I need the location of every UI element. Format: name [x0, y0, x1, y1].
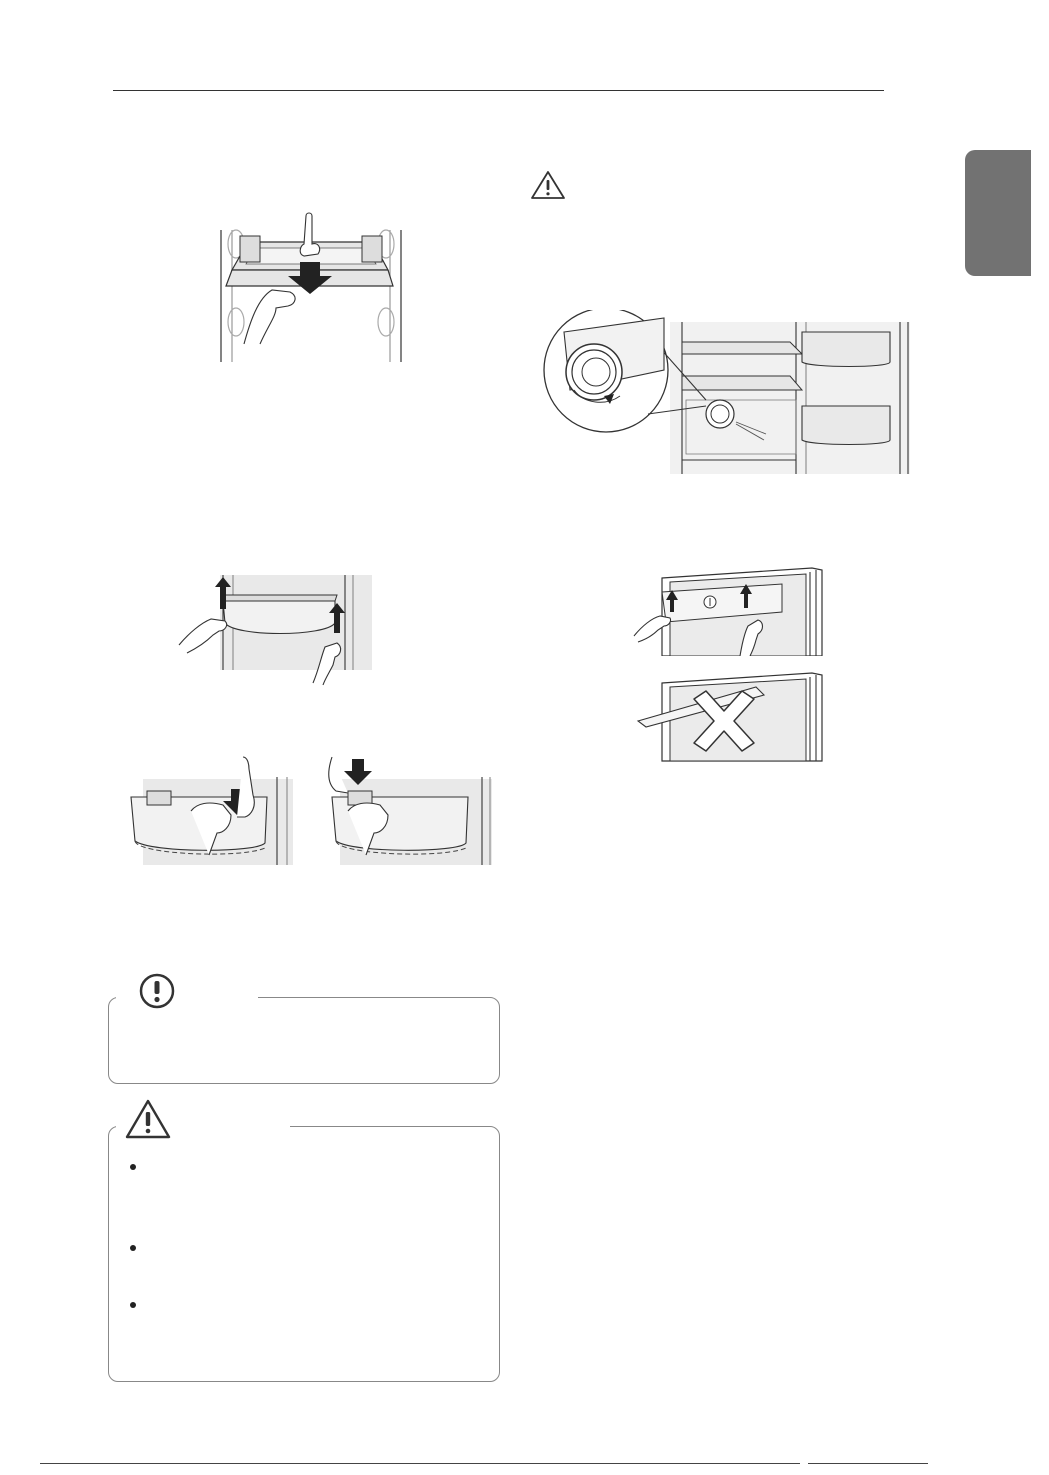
- warning-triangle-icon-small: [530, 170, 566, 200]
- caution-bullet-2: [130, 1245, 136, 1251]
- header-rule: [113, 90, 884, 91]
- cover-lift-incorrect-illustration: [636, 665, 832, 762]
- footer-rule-right: [808, 1463, 928, 1464]
- basket-insert-right-illustration: [322, 755, 494, 867]
- basket-insert-left-illustration: [127, 755, 295, 867]
- note-box: [108, 997, 500, 1084]
- caution-bullet-1: [130, 1164, 136, 1170]
- exclamation-circle-icon: [138, 972, 176, 1010]
- shelf-removal-illustration: [218, 212, 404, 364]
- footer-rule: [40, 1463, 800, 1464]
- warning-triangle-icon: [124, 1098, 172, 1140]
- cover-lift-correct-illustration: [632, 560, 832, 656]
- section-tab: [965, 150, 1031, 276]
- door-basket-lift-illustration: [175, 573, 375, 686]
- caution-box: [108, 1126, 500, 1382]
- temperature-knob-illustration: [540, 310, 912, 475]
- caution-bullet-3: [130, 1302, 136, 1308]
